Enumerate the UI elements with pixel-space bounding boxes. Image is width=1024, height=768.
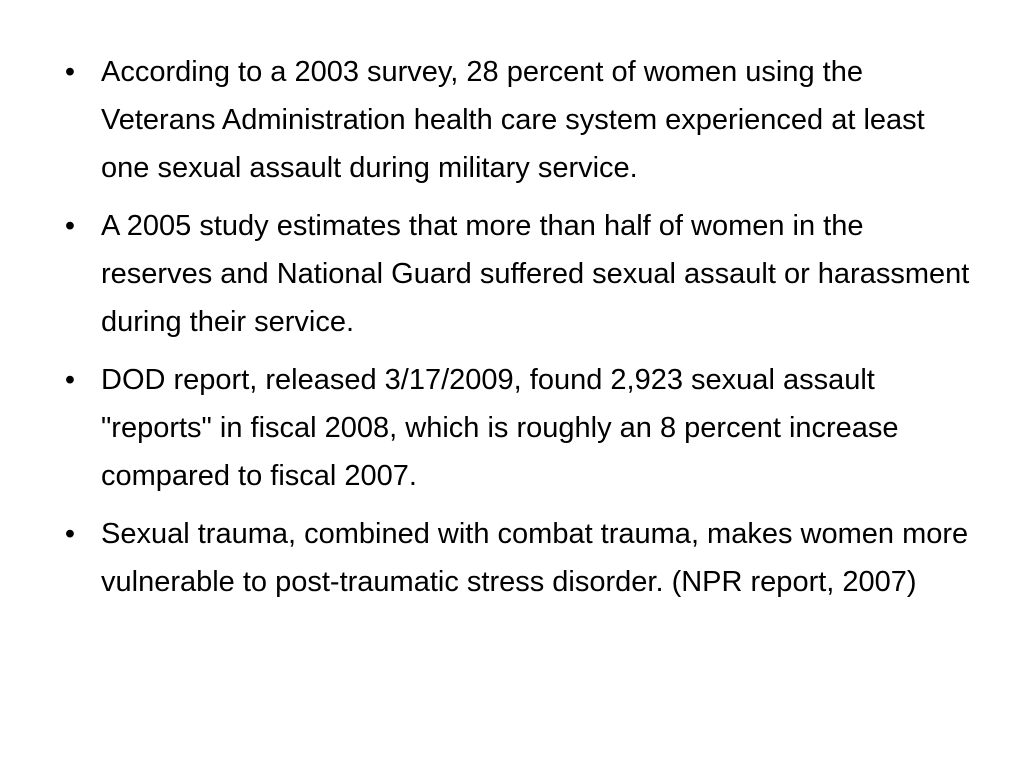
bullet-text: According to a 2003 survey, 28 percent of women using the Veterans Administration health care system experienced at least one sexual assault during military service. [101, 56, 925, 184]
bullet-item [60, 510, 980, 606]
bullet-text: Sexual trauma, combined with combat trauma, makes women more vulnerable to post-traumatic stress disorder. (NPR report, 2007) [101, 518, 969, 598]
bullet-icon: • [64, 210, 76, 242]
bullet-item [60, 356, 980, 500]
bullet-text: A 2005 study estimates that more than half of women in the reserves and National Guard suffered sexual assault or harassment during their service. [101, 210, 970, 338]
bullet-item [60, 202, 980, 346]
bullet-icon: • [64, 364, 76, 396]
bullet-icon: • [64, 56, 76, 88]
bullet-item [60, 48, 980, 192]
bullet-text: DOD report, released 3/17/2009, found 2,923 sexual assault "reports" in fiscal 2008, which is roughly an 8 percent increase compared to fiscal 2007. [101, 364, 899, 492]
bullet-list [60, 48, 980, 616]
bullet-icon: • [64, 518, 76, 550]
